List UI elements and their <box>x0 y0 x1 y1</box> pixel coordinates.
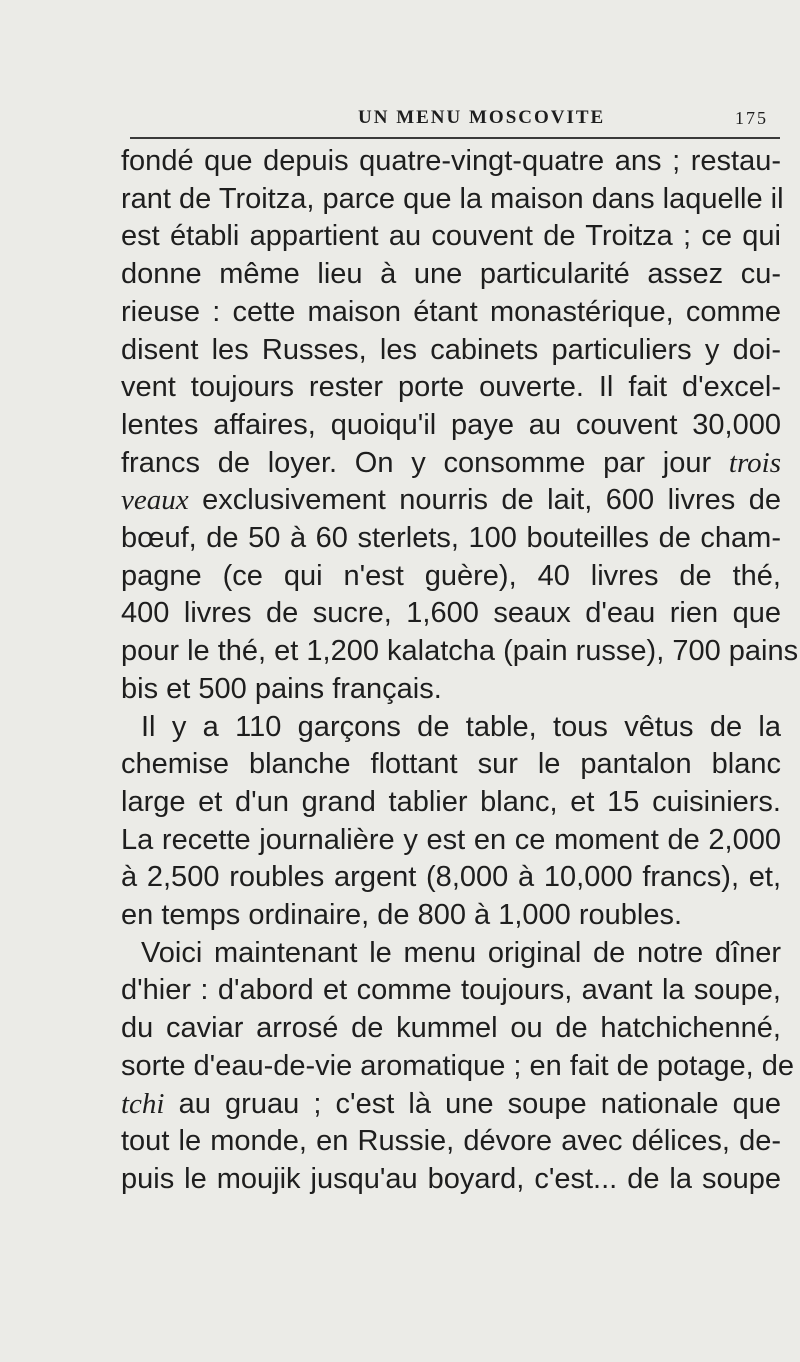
italic-word: trois <box>728 446 781 479</box>
text-line: rieuse : cette maison étant monastérique, comme <box>121 295 781 328</box>
text-line: disent les Russes, les cabinets particuliers y doi- <box>121 333 781 366</box>
running-title: UN MENU MOSCOVITE <box>358 107 606 128</box>
page-number: 175 <box>735 108 768 128</box>
text-line: puis le moujik jusqu'au boyard, c'est... de la soupe <box>121 1162 781 1195</box>
text-line: pagne (ce qui n'est guère), 40 livres de thé, <box>121 559 781 592</box>
text-line: à 2,500 roubles argent (8,000 à 10,000 francs), et, <box>121 861 781 894</box>
text-segment: exclusivement nourris de lait, 600 livres de <box>202 484 781 517</box>
italic-word: tchi <box>121 1087 165 1120</box>
text-line <box>121 1086 781 1124</box>
text-line: donne même lieu à une particularité assez cu- <box>121 258 781 291</box>
text-line <box>121 482 781 520</box>
paragraph-end-line: en temps ordinaire, de 800 à 1,000 roubles. <box>121 899 683 932</box>
text-line: fondé que depuis quatre-vingt-quatre ans ; restau- <box>121 145 781 177</box>
text-line: lentes affaires, quoiqu'il paye au couvent 30,000 <box>121 408 781 441</box>
text-line: chemise blanche flottant sur le pantalon blanc <box>121 748 781 781</box>
text-line: rant de Troitza, parce que la maison dans laquelle il <box>121 182 784 215</box>
text-line: sorte d'eau-de-vie aromatique ; en fait de potage, de <box>121 1049 794 1082</box>
text-line: tout le monde, en Russie, dévore avec délices, de- <box>121 1125 781 1158</box>
text-segment: au gruau ; c'est là une soupe nationale que <box>178 1087 781 1120</box>
text-line: La recette journalière y est en ce moment de 2,000 <box>121 823 781 856</box>
text-line: vent toujours rester porte ouverte. Il fait d'excel- <box>121 371 781 404</box>
italic-word: veaux <box>121 484 189 517</box>
text-line: 400 livres de sucre, 1,600 seaux d'eau rien que <box>121 597 781 630</box>
running-head <box>130 103 780 139</box>
text-line: est établi appartient au couvent de Troitza ; ce qui <box>121 220 781 253</box>
text-line: bœuf, de 50 à 60 sterlets, 100 bouteilles de cham- <box>121 522 781 555</box>
text-line: large et d'un grand tablier blanc, et 15 cuisiniers. <box>121 785 781 818</box>
paragraph-end-line: bis et 500 pains français. <box>121 672 442 705</box>
body-text <box>121 143 799 1199</box>
text-line: du caviar arrosé de kummel ou de hatchichenné, <box>121 1012 781 1045</box>
text-line: pour le thé, et 1,200 kalatcha (pain russe), 700 pains <box>121 635 799 668</box>
text-line: d'hier : d'abord et comme toujours, avant la soupe, <box>121 974 781 1007</box>
text-segment: francs de loyer. On y consomme par jour <box>121 446 712 479</box>
text-line: Voici maintenant le menu original de notre dîner <box>141 936 781 969</box>
text-line: Il y a 110 garçons de table, tous vêtus de la <box>141 710 781 743</box>
text-line <box>121 445 781 483</box>
